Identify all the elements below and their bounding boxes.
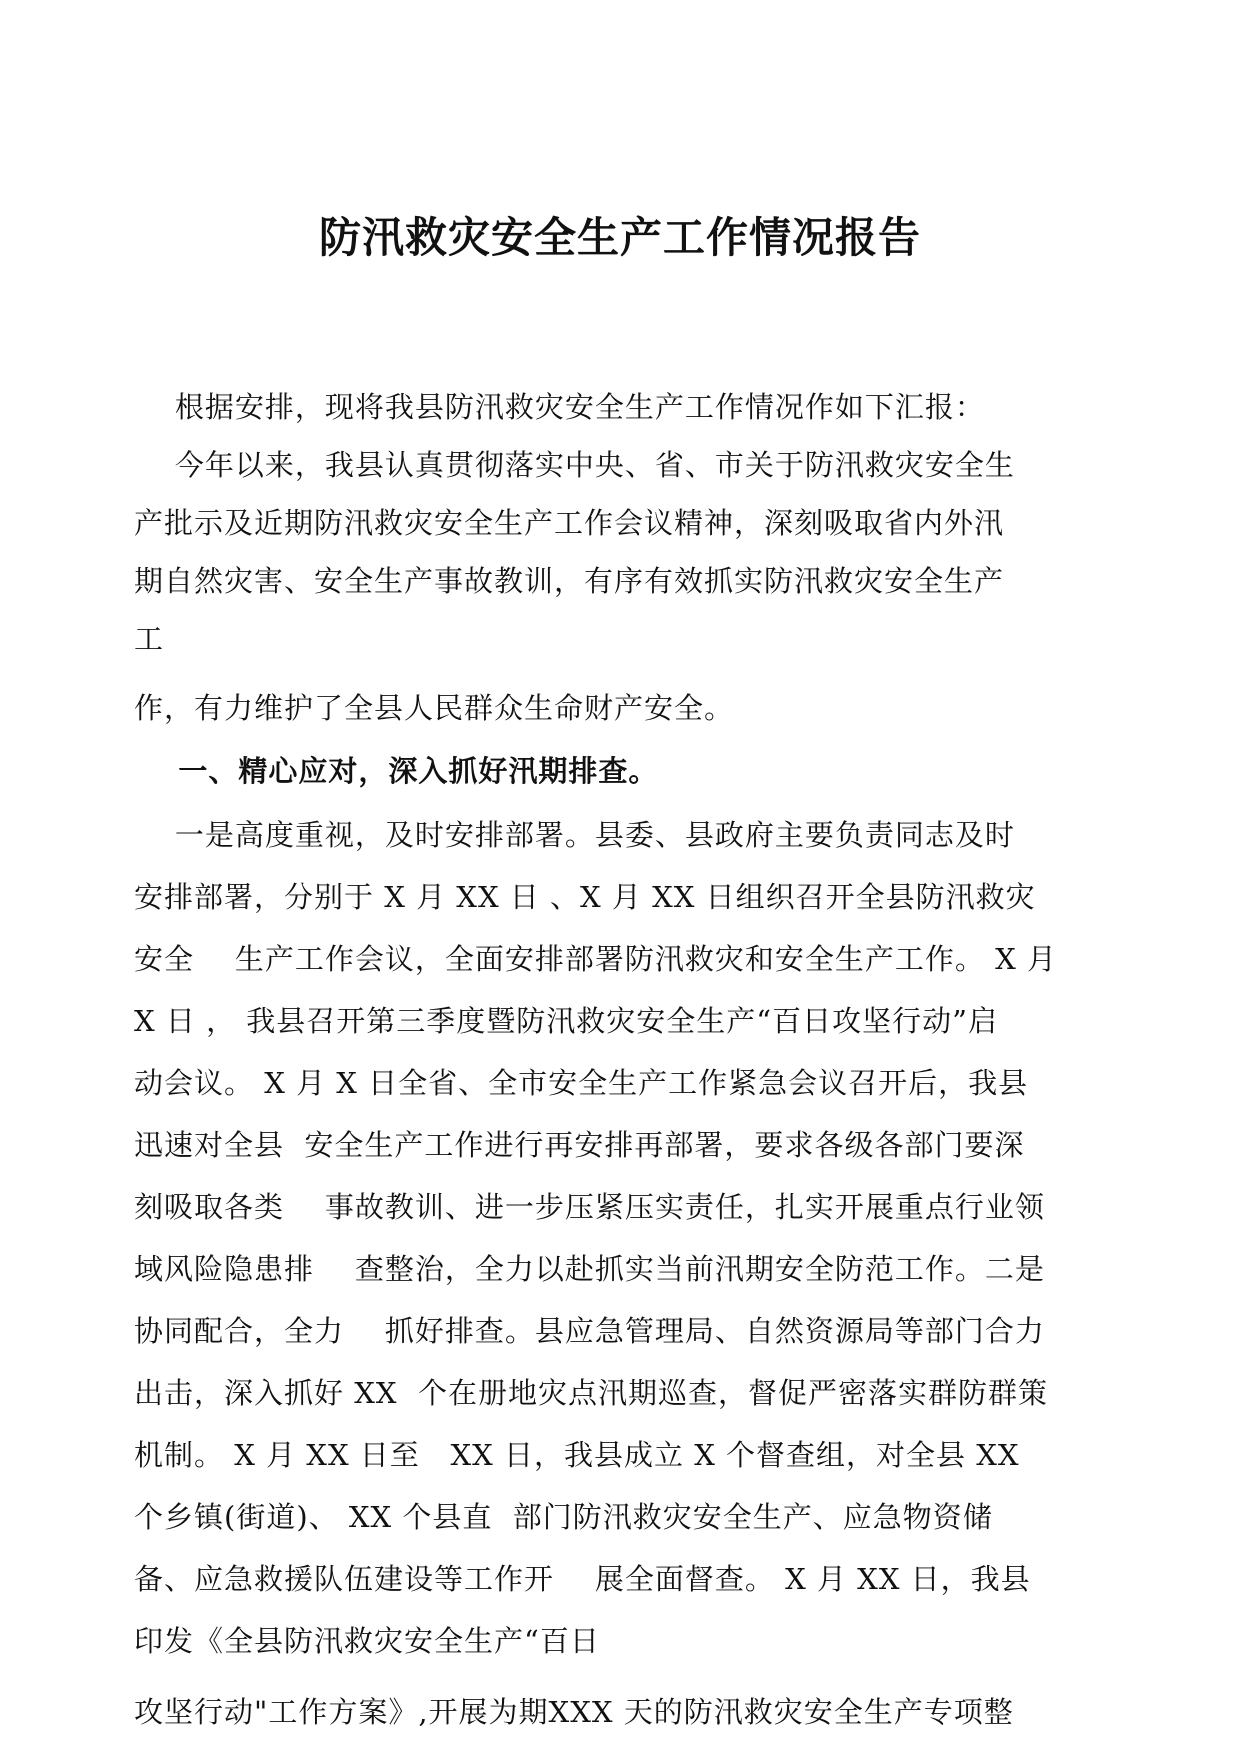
paragraph-line: 域风险隐患排 查整治，全力以赴抓实当前汛期安全防范工作。二是 (134, 1252, 1045, 1286)
paragraph-line: 期自然灾害、安全生产事故教训，有序有效抓实防汛救灾安全生产 (134, 564, 1005, 598)
paragraph-line: 备、应急救援队伍建设等工作开 展全面督查。 X 月 XX 日，我县 (134, 1562, 1031, 1596)
paragraph-line: 今年以来，我县认真贯彻落实中央、省、市关于防汛救灾安全生 (134, 448, 1015, 482)
paragraph-line: 出击，深入抓好 XX 个在册地灾点汛期巡查，督促严密落实群防群策 (134, 1376, 1048, 1410)
paragraph-line: 迅速对全县 安全生产工作进行再安排再部署，要求各级各部门要深 (134, 1128, 1025, 1162)
paragraph-line: 动会议。 X 月 X 日全省、全市安全生产工作紧急会议召开后，我县 (134, 1066, 1029, 1100)
paragraph-line: 刻吸取各类 事故教训、进一步压紧压实责任，扎实开展重点行业领 (134, 1190, 1045, 1224)
document-title: 防汛救灾安全生产工作情况报告 (318, 213, 921, 262)
paragraph-line: 攻坚行动"工作方案》,开展为期XXX 天的防汛救灾安全生产专项整 (134, 1695, 1014, 1729)
section-heading: 一、精心应对，深入抓好汛期排查。 (134, 754, 659, 788)
paragraph-line: 安排部署，分别于 X 月 XX 日 、X 月 XX 日组织召开全县防汛救灾 (134, 880, 1036, 914)
paragraph-line: 产批示及近期防汛救灾安全生产工作会议精神，深刻吸取省内外汛 (134, 506, 1005, 540)
paragraph-line: X 日 ， 我县召开第三季度暨防汛救灾安全生产“百日攻坚行动”启 (134, 1004, 998, 1038)
paragraph-line: 安全 生产工作会议，全面安排部署防汛救灾和安全生产工作。 X 月 (134, 942, 1057, 976)
paragraph-line: 印发《全县防汛救灾安全生产“百日 (134, 1624, 600, 1658)
paragraph-line: 个乡镇(街道)、 XX 个县直 部门防汛救灾安全生产、应急物资储 (134, 1500, 993, 1534)
paragraph-line: 作，有力维护了全县人民群众生命财产安全。 (134, 691, 735, 725)
paragraph-line: 协同配合，全力 抓好排查。县应急管理局、自然资源局等部门合力 (134, 1314, 1045, 1348)
paragraph-line: 工 (134, 622, 165, 656)
paragraph-line: 一是高度重视，及时安排部署。县委、县政府主要负责同志及时 (134, 818, 1015, 852)
paragraph-line-intro: 根据安排，现将我县防汛救灾安全生产工作情况作如下汇报： (134, 390, 985, 424)
paragraph-line: 机制。 X 月 XX 日至 XX 日，我县成立 X 个督查组，对全县 XX (134, 1438, 1020, 1472)
